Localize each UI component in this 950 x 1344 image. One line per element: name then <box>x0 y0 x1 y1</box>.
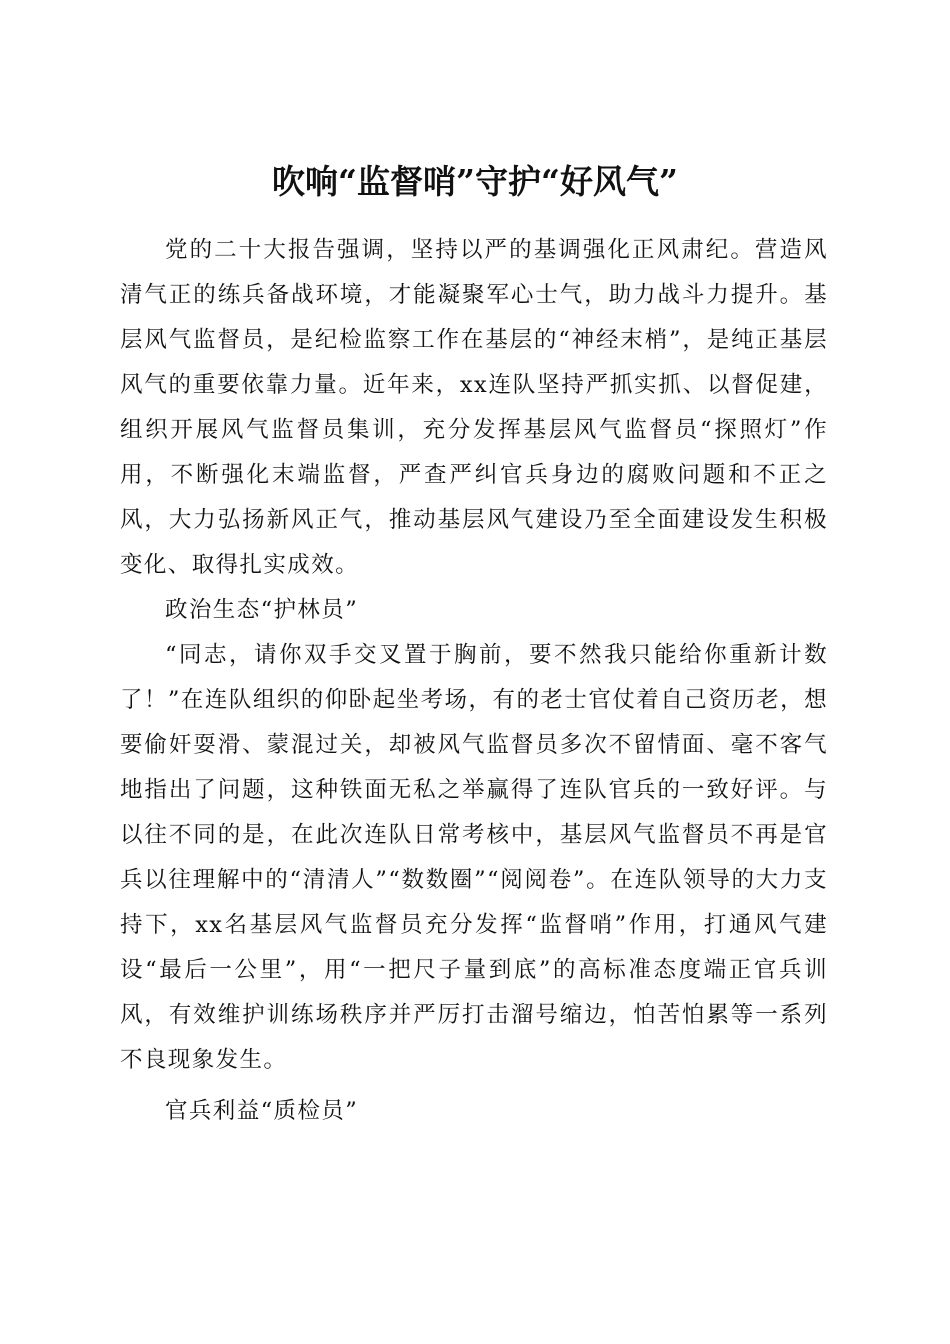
intro-paragraph: 党的二十大报告强调，坚持以严的基调强化正风肃纪。营造风清气正的练兵备战环境，才能凝聚军心士气，助力战斗力提升。基层风气监督员，是纪检监察工作在基层的“神经末梢”，是纯正基层风气的重要依靠力量。近年来，xx连队坚持严抓实抓、以督促建，组织开展风气监督员集训，充分发挥基层风气监督员“探照灯”作用，不断强化末端监督，严查严纠官兵身边的腐败问题和不正之风，大力弘扬新风正气，推动基层风气建设乃至全面建设发生积极变化、取得扎实成效。 <box>120 237 828 578</box>
section-paragraph-political-ecology: “同志，请你双手交叉置于胸前，要不然我只能给你重新计数了！”在连队组织的仰卧起坐考场，有的老士官仗着自己资历老，想要偷奸耍滑、蒙混过关，却被风气监督员多次不留情面、毫不客气地指出了问题，这种铁面无私之举赢得了连队官兵的一致好评。与以往不同的是，在此次连队日常考核中，基层风气监督员不再是官兵以往理解中的“清清人”“数数圈”“阅阅卷”。在连队领导的大力支持下，xx名基层风气监督员充分发挥“监督哨”作用，打通风气建设“最后一公里”，用“一把尺子量到底”的高标准态度端正官兵训风，有效维护训练场秩序并严厉打击溜号缩边，怕苦怕累等一系列不良现象发生。 <box>120 642 828 1073</box>
document-title: 吹响“监督哨”守护“好风气” <box>272 162 678 202</box>
section-heading-soldier-interests: 官兵利益“质检员” <box>165 1098 359 1124</box>
section-heading-political-ecology: 政治生态“护林员” <box>165 597 359 623</box>
document-body <box>120 228 828 1134</box>
